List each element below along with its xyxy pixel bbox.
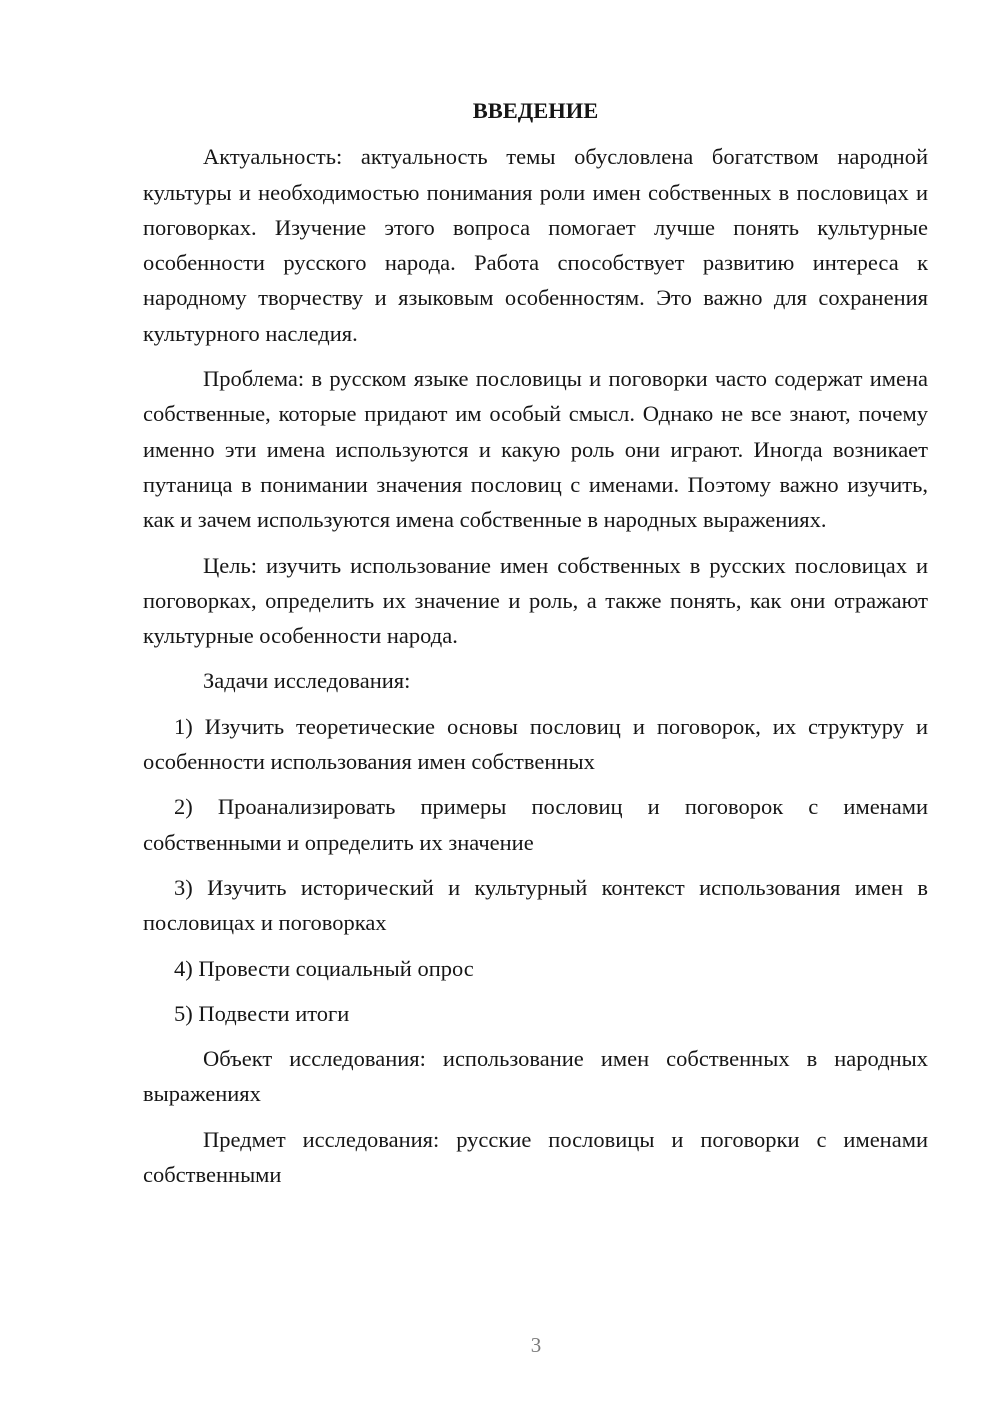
task-item: 3) Изучить исторический и культурный контекст использования имен в пословицах и поговорках (143, 874, 928, 936)
tasks-heading: Задачи исследования: (203, 668, 411, 694)
task-item: 1) Изучить теоретические основы пословиц и поговорок, их структуру и особенности использования имен собственных (143, 713, 928, 775)
document-page (143, 93, 928, 1202)
page-number: 3 (530, 1333, 542, 1357)
goal-paragraph: Цель: изучить использование имен собственных в русских пословицах и поговорках, определить их значение и роль, а также понять, как они отражают культурные особенности народа. (143, 552, 928, 649)
problem-paragraph: Проблема: в русском языке пословицы и поговорки часто содержат имена собственные, которые придают им особый смысл. Однако не все знают, почему именно эти имена используются и какую роль они играют. Иногда возникает путаница в понимании значения пословиц с именами. Поэтому важно изучить, как и зачем используются имена собственные в народных выражениях. (143, 366, 928, 533)
object-paragraph: Объект исследования: использование имен собственных в народных выражениях (143, 1046, 928, 1107)
subject-paragraph: Предмет исследования: русские пословицы и поговорки с именами собственными (143, 1126, 928, 1188)
section-title: ВВЕДЕНИЕ (472, 98, 599, 123)
task-item: 2) Проанализировать примеры пословиц и поговорок с именами собственными и определить их значение (143, 794, 928, 855)
relevance-paragraph: Актуальность: актуальность темы обусловлена богатством народной культуры и необходимостью понимания роли имен собственных в пословицах и поговорках. Изучение этого вопроса помогает лучше понять культурные особенности русского народа. Работа способствует развитию интереса к народному творчеству и языковым особенностям. Это важно для сохранения культурного наследия. (143, 144, 928, 346)
task-item: 4) Провести социальный опрос (174, 955, 474, 981)
tasks-list (143, 709, 928, 1031)
task-item: 5) Подвести итоги (174, 1000, 350, 1026)
